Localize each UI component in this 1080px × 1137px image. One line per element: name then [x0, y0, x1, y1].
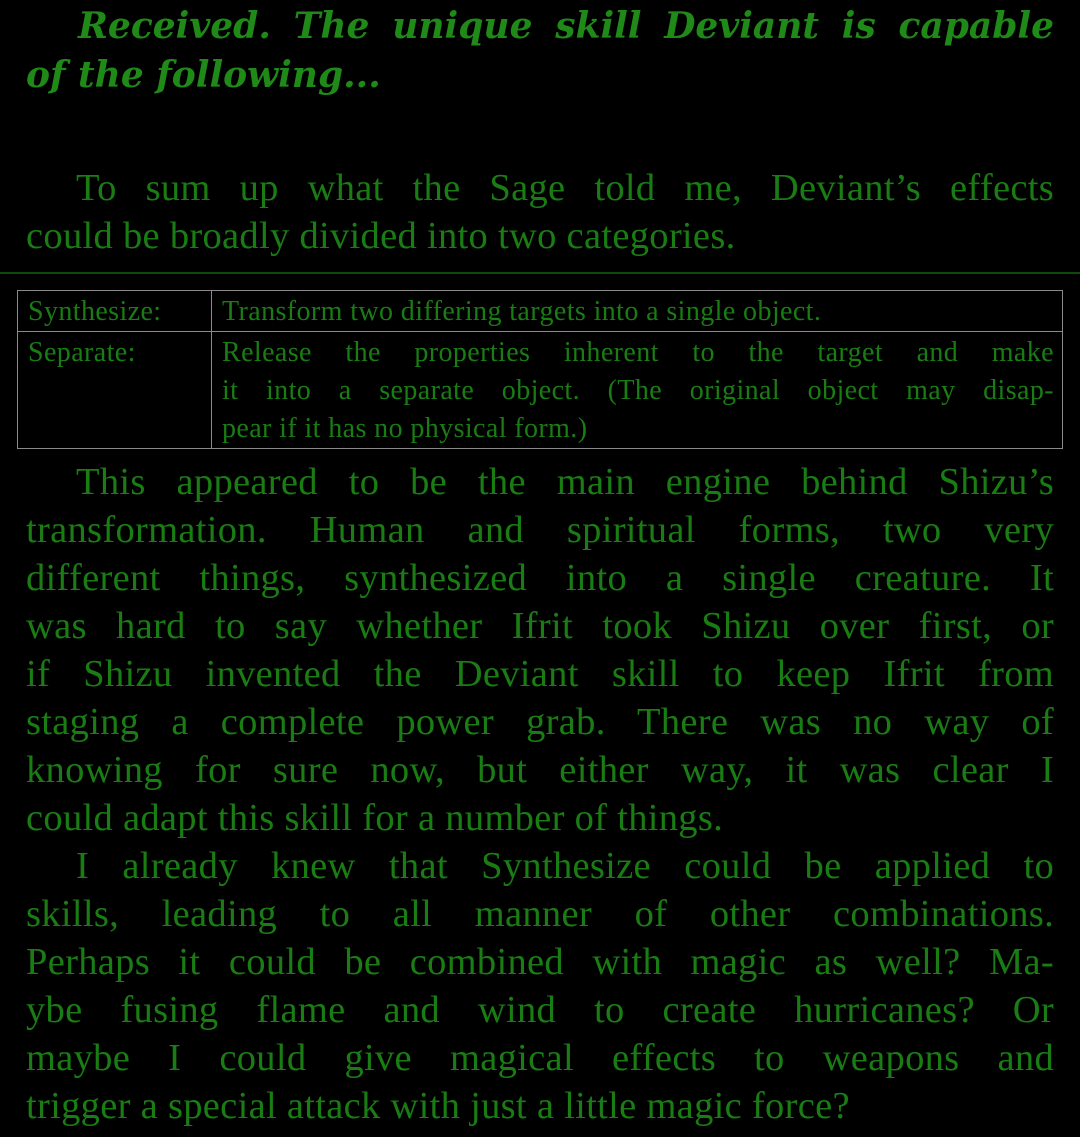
table-row [18, 291, 1063, 332]
intro-paragraph [26, 164, 1054, 260]
skill-desc-synthesize [212, 291, 1063, 332]
table-row [18, 332, 1063, 449]
body-line: ybe fusing flame and wind to create hurricanes? Or [26, 989, 1054, 1031]
body-line: was hard to say whether Ifrit took Shizu over first, or [26, 605, 1054, 647]
intro-line-2: could be broadly divided into two categories. [26, 215, 736, 257]
body-line: trigger a special attack with just a little magic force? [26, 1085, 850, 1127]
body-line: skills, leading to all manner of other combinations. [26, 893, 1054, 935]
intro-line-1: To sum up what the Sage told me, Deviant’s effects [76, 167, 1054, 209]
skill-desc-line: pear if it has no physical form.) [222, 413, 588, 444]
body-line: Perhaps it could be combined with magic as well? Ma- [26, 941, 1054, 983]
skill-term-separate: Separate: [18, 332, 212, 449]
skill-desc-line: it into a separate object. (The original object may disap- [222, 375, 1054, 406]
sage-message-line-2: of the following... [26, 54, 381, 96]
body-line: knowing for sure now, but either way, it was clear I [26, 749, 1054, 791]
sage-message-line-1: Received. The unique skill Deviant is capable [78, 5, 1054, 47]
body-line: I already knew that Synthesize could be applied to [76, 845, 1054, 887]
body-line: staging a complete power grab. There was no way of [26, 701, 1054, 743]
sage-message [26, 2, 1054, 100]
skill-effects-table [17, 290, 1063, 449]
body-line: if Shizu invented the Deviant skill to keep Ifrit from [26, 653, 1054, 695]
body-line: different things, synthesized into a single creature. It [26, 557, 1054, 599]
skill-term-synthesize: Synthesize: [18, 291, 212, 332]
body-line: maybe I could give magical effects to weapons and [26, 1037, 1054, 1079]
skill-desc-line: Release the properties inherent to the target and make [222, 337, 1054, 368]
skill-desc-separate [212, 332, 1063, 449]
body-line: transformation. Human and spiritual forms, two very [26, 509, 1054, 551]
section-divider [0, 272, 1080, 274]
skill-desc-line: Transform two differing targets into a single object. [222, 296, 822, 327]
body-line: could adapt this skill for a number of things. [26, 797, 724, 839]
body-line: This appeared to be the main engine behind Shizu’s [76, 461, 1054, 503]
body-paragraph-1 [26, 458, 1054, 842]
body-paragraph-2 [26, 842, 1054, 1130]
